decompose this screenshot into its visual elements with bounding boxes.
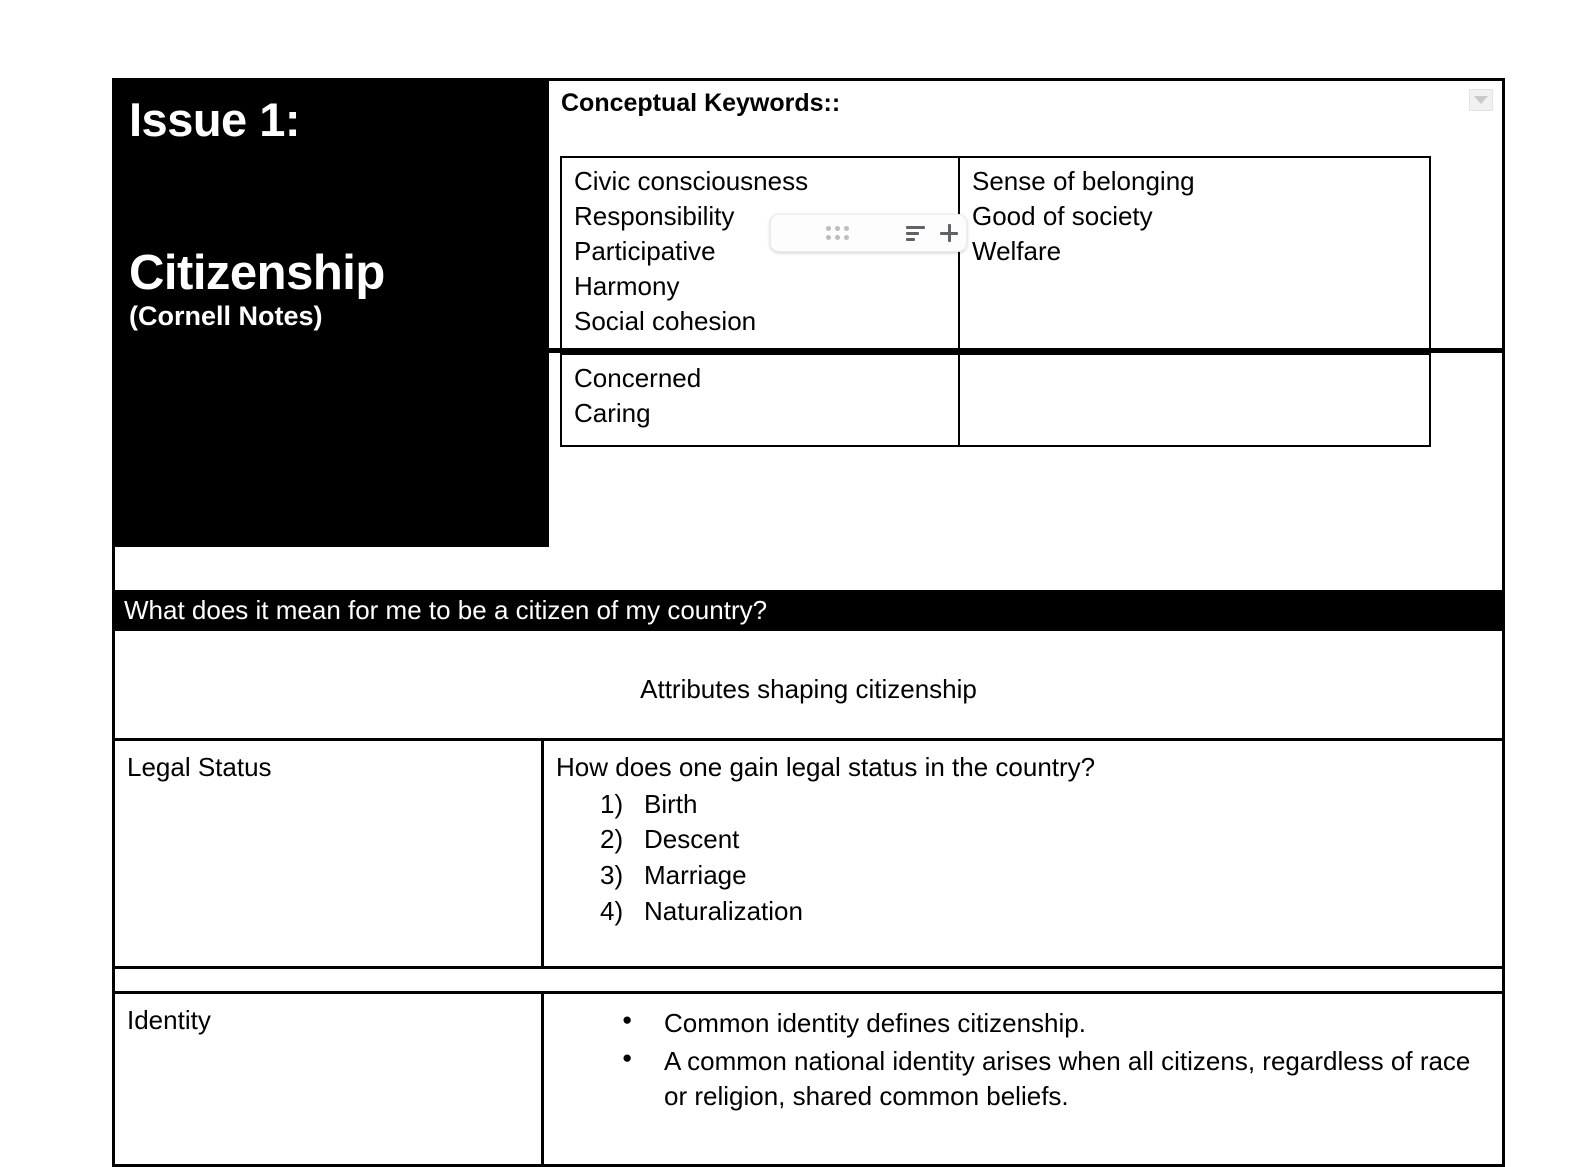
chevron-down-glyph [1474, 96, 1488, 104]
keywords-table [560, 156, 1431, 447]
attributes-heading: Attributes shaping citizenship [114, 630, 1504, 740]
identity-list [556, 1006, 1490, 1115]
page-title: Citizenship [129, 246, 385, 301]
keyword-item: Good of society [972, 200, 1153, 231]
list-item [600, 894, 1490, 930]
list-item: ● A common national identity arises when all citizens, regardless of race or religion, shared common beliefs. [664, 1044, 1490, 1115]
keyword-item: Civic consciousness [574, 166, 809, 196]
list-item [600, 822, 1490, 858]
issue-number: Issue 1: [129, 93, 301, 146]
list-number: 2) [600, 824, 624, 855]
keyword-item: Caring [574, 397, 651, 428]
section-divider-rule [546, 348, 1502, 353]
keywords-cell-left-1[interactable] [561, 157, 959, 354]
list-item [600, 858, 1490, 894]
list-item [600, 787, 1490, 823]
drag-grip-icon[interactable] [826, 226, 849, 240]
list-text: Marriage [644, 860, 747, 891]
identity-label: Identity [114, 993, 543, 1166]
align-left-icon[interactable] [906, 226, 926, 241]
page-subtitle: (Cornell Notes) [129, 300, 323, 331]
keyword-item: Participative [574, 235, 716, 266]
table-row-identity [114, 993, 1504, 1166]
list-text: Descent [644, 824, 740, 855]
question-bar [112, 593, 1505, 628]
legal-status-label: Legal Status [114, 740, 543, 968]
keywords-cell [546, 81, 1502, 547]
keyword-item: Sense of belonging [972, 166, 1195, 196]
keyword-item: Welfare [972, 235, 1062, 266]
keywords-cell-right-1[interactable] [959, 157, 1430, 354]
list-number: 4) [600, 895, 624, 926]
keyword-item: Social cohesion [574, 305, 757, 336]
header-row [112, 78, 1505, 547]
keyword-item: Concerned [574, 363, 702, 393]
legal-status-list [556, 787, 1490, 929]
table-row-legal-status [114, 740, 1504, 968]
list-item: ● Common identity defines citizenship. [664, 1006, 1490, 1042]
list-text: Birth [644, 788, 698, 819]
question-text: What does it mean for me to be a citizen of my country? [124, 595, 768, 625]
list-number: 3) [600, 860, 624, 891]
list-text: Naturalization [644, 895, 803, 926]
table-toolbar[interactable] [770, 214, 967, 252]
cornell-notes-document [112, 78, 1505, 1138]
legal-status-prompt: How does one gain legal status in the country? [556, 752, 1096, 782]
keywords-cell-right-2[interactable] [959, 354, 1430, 446]
legal-status-body[interactable] [543, 740, 1504, 968]
keywords-heading: Conceptual Keywords:: [561, 89, 841, 117]
table-row [561, 354, 1430, 446]
gap-row [114, 968, 1504, 993]
table-row [561, 157, 1430, 354]
spacer-row [112, 547, 1505, 593]
identity-body[interactable] [543, 993, 1504, 1166]
table-row-attributes [114, 630, 1504, 740]
list-number: 1) [600, 788, 624, 819]
notes-table [112, 628, 1505, 1167]
keyword-item: Responsibility [574, 200, 735, 231]
keyword-item: Harmony [574, 270, 680, 301]
plus-icon[interactable] [940, 224, 958, 242]
title-block [115, 81, 546, 547]
chevron-down-icon[interactable] [1469, 89, 1493, 111]
table-row-gap [114, 968, 1504, 993]
keywords-cell-left-2[interactable] [561, 354, 959, 446]
